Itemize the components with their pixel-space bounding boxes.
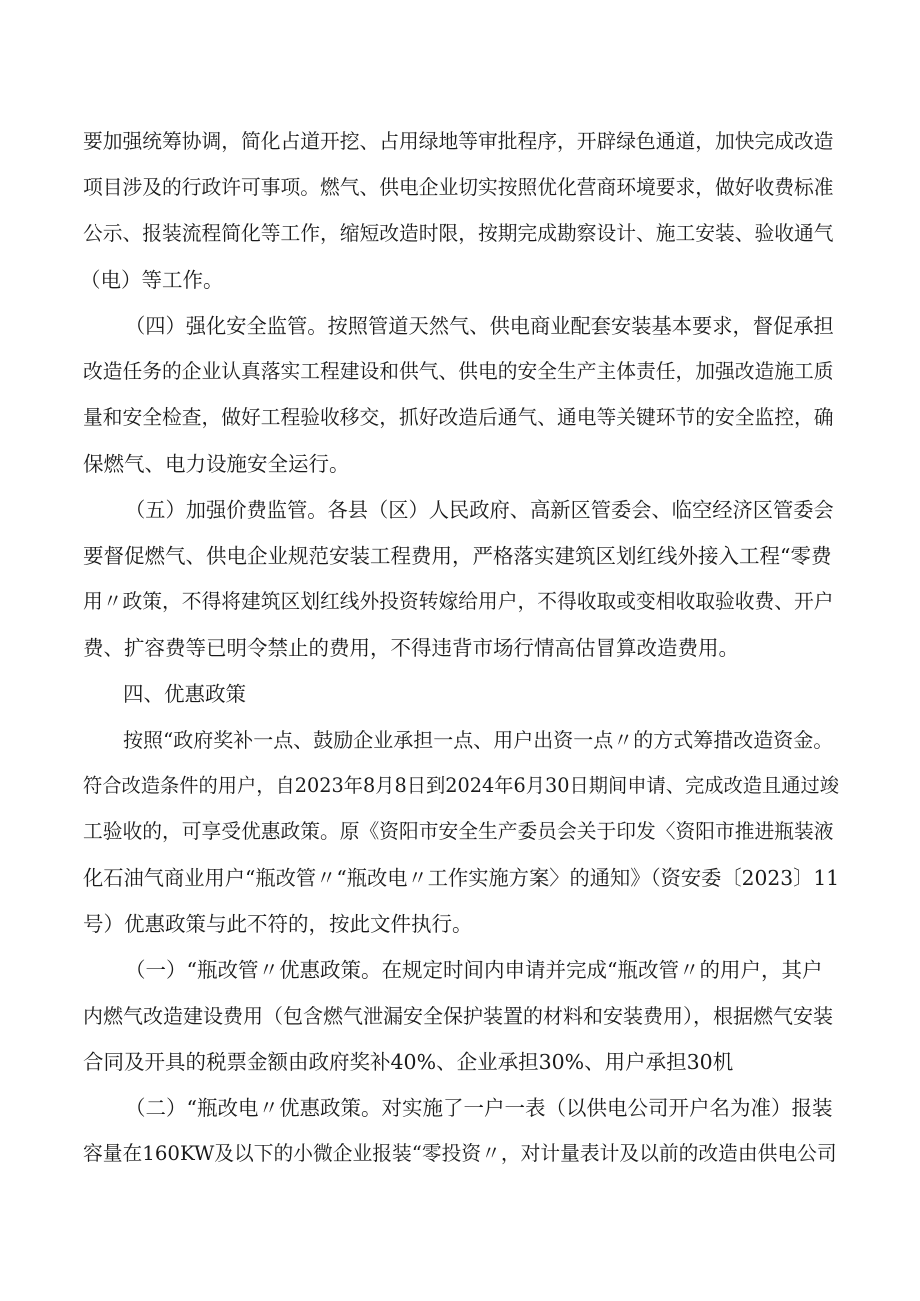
text-line: （五）加强价费监管。各县（区）人民政府、高新区管委会、临空经济区管委会 <box>125 498 834 522</box>
text-line: 工验收的，可享受优惠政策。原《资阳市安全生产委员会关于印发〈资阳市推进瓶装液 <box>83 820 834 843</box>
text-line: 项目涉及的行政许可事项。燃气、供电企业切实按照优化营商环境要求，做好收费标准 <box>83 176 834 199</box>
text-line: （二）“瓶改电〃优惠政策。对实施了一户一表（以供电公司开户名为准）报装 <box>125 1096 833 1120</box>
text-line: 按照“政府奖补一点、鼓励企业承担一点、用户出资一点〃的方式筹措改造资金。 <box>123 728 834 752</box>
text-line: 号）优惠政策与此不符的，按此文件执行。 <box>83 912 473 936</box>
text-line: 保燃气、电力设施安全运行。 <box>83 452 350 476</box>
text-line: 内燃气改造建设费用（包含燃气泄漏安全保护装置的材料和安装费用），根据燃气安装 <box>83 1004 833 1028</box>
text-line: （一）“瓶改管〃优惠政策。在规定时间内申请并完成“瓶改管〃的用户，其户 <box>125 958 823 982</box>
text-line: （四）强化安全监管。按照管道天然气、供电商业配套安装基本要求，督促承担 <box>125 314 834 338</box>
text-line: 化石油气商业用户“瓶改管〃“瓶改电〃工作实施方案〉的通知》（资安委〔2023〕11 <box>83 866 840 890</box>
text-line: 要督促燃气、供电企业规范安装工程费用，严格落实建筑区划红线外接入工程“零费 <box>83 544 832 568</box>
text-line: 容量在160KW及以下的小微企业报装“零投资〃，对计量表计及以前的改造由供电公司 <box>83 1142 837 1165</box>
text-line: 费、扩容费等已明令禁止的费用，不得违背市场行情高估冒算改造费用。 <box>83 636 739 660</box>
text-line: 符合改造条件的用户，自2023年8月8日到2024年6月30日期间申请、完成改造且通过竣 <box>83 774 839 797</box>
section-heading: 四、优惠政策 <box>123 682 246 706</box>
text-line: 量和安全检查，做好工程验收移交，抓好改造后通气、通电等关键环节的安全监控，确 <box>83 406 834 429</box>
text-line: 用〃政策，不得将建筑区划红线外投资转嫁给用户，不得收取或变相收取验收费、开户 <box>83 590 834 613</box>
text-line: 要加强统筹协调，简化占道开挖、占用绿地等审批程序，开辟绿色通道，加快完成改造 <box>83 130 834 153</box>
text-line: 公示、报装流程简化等工作，缩短改造时限，按期完成勘察设计、施工安装、验收通气 <box>83 222 834 245</box>
text-line: （电）等工作。 <box>80 268 224 292</box>
text-line: 合同及开具的税票金额由政府奖补40%、企业承担30%、用户承担30机 <box>83 1050 734 1074</box>
text-line: 改造任务的企业认真落实工程建设和供气、供电的安全生产主体责任，加强改造施工质 <box>83 360 834 383</box>
